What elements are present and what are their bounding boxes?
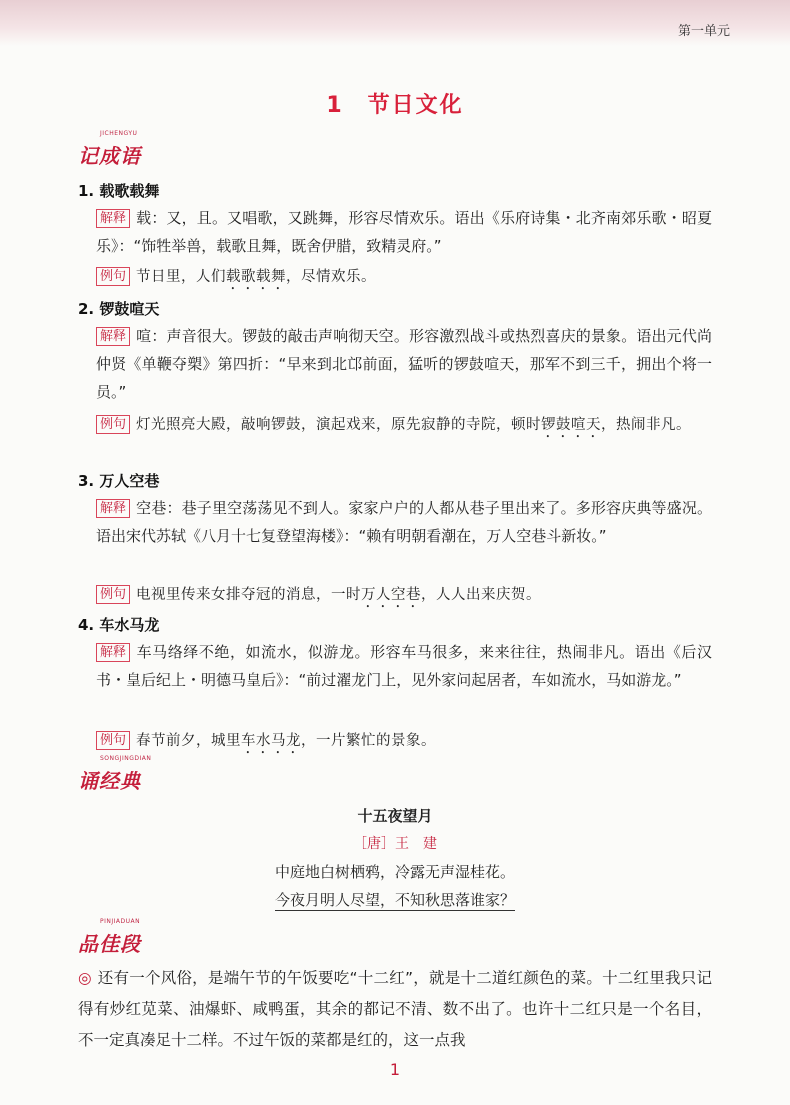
poem-line-underlined: 今夜月明人尽望，不知秋思落谁家？ [274,891,515,909]
explanation-text: 载：又，且。又唱歌，又跳舞，形容尽情欢乐。语出《乐府诗集・北齐南郊乐歌・昭夏乐》：“饰牲举兽，载歌且舞，既舍伊腊，致精灵府。” [96,209,712,255]
explain-tag: 解释 [96,209,130,228]
example-text-after: ，一片繁忙的景象。 [301,733,437,749]
section-pinyin: PINJIADUAN [100,918,141,925]
example-tag: 例句 [96,585,130,604]
idiom-example [96,580,712,611]
section-title: 品佳段 [78,932,141,956]
idiom-example [96,410,712,441]
example-text-after: ，人人出来庆贺。 [421,587,542,603]
example-idiom: 车水马龙 [241,733,302,749]
page-number: 1 [389,1060,401,1079]
poem-line [0,889,790,910]
section-passage-heading [78,918,141,957]
idiom-title: 2. 锣鼓喧天 [78,300,160,318]
explanation-text: 喧：声音很大。锣鼓的敲击声响彻天空。形容激烈战斗或热烈喜庆的景象。语出元代尚仲贤《单鞭夺槊》第四折：“早来到北邙前面，猛听的锣鼓喧天，那军不到三千，拥出个将一员。” [96,327,712,401]
example-tag: 例句 [96,267,130,286]
example-text-after: ，尽情欢乐。 [286,269,377,285]
idiom-explanation [96,204,712,260]
example-tag: 例句 [96,731,130,750]
example-text-before: 节日里，人们 [136,269,227,285]
example-text-before: 灯光照亮大殿，敲响锣鼓，演起戏来，原先寂静的寺院，顿时 [136,417,542,433]
poem-author: ［唐］王 建 [353,836,437,852]
section-classics-heading [78,755,152,794]
poem-title: 十五夜望月 [357,807,433,825]
section-title: 诵经典 [78,769,141,793]
explanation-text: 车马络绎不绝，如流水，似游龙。形容车马很多，来来往往，热闹非凡。语出《后汉书・皇后纪上・明德马皇后》：“前过濯龙门上，见外家问起居者，车如流水，马如游龙。” [96,643,712,689]
section-pinyin: SONGJINGDIAN [100,755,152,762]
header-band [0,0,790,46]
idiom-example [96,726,712,757]
section-title: 记成语 [78,144,141,168]
example-idiom: 载歌载舞 [226,269,287,285]
unit-label: 第一单元 [677,24,730,39]
example-idiom: 万人空巷 [361,587,422,603]
lesson-title: 1 节日文化 [326,93,464,118]
example-text-before: 春节前夕，城里 [136,733,242,749]
passage-paragraph [78,963,712,1056]
idiom-explanation [96,322,712,406]
example-text-before: 电视里传来女排夺冠的消息，一时 [136,587,362,603]
section-idioms-heading [78,130,141,169]
passage-text: 还有一个风俗，是端午节的午饭要吃“十二红”，就是十二道红颜色的菜。十二红里我只记得有炒红苋菜、油爆虾、咸鸭蛋，其余的都记不清、数不出了。也许十二红只是一个名目，不一定真凑足十二样。不过午饭的菜都是红的，这一点我 [78,969,712,1049]
idiom-title: 1. 载歌载舞 [78,182,160,200]
explain-tag: 解释 [96,643,130,662]
idiom-title: 3. 万人空巷 [78,472,160,490]
bullet-icon: ◎ [78,969,92,987]
example-tag: 例句 [96,415,130,434]
idiom-example [96,262,712,293]
poem-line: 中庭地白树栖鸦，冷露无声湿桂花。 [274,863,515,881]
idiom-explanation [96,638,712,694]
explanation-text: 空巷：巷子里空荡荡见不到人。家家户户的人都从巷子里出来了。多形容庆典等盛况。语出宋代苏轼《八月十七复登望海楼》：“赖有明朝看潮在，万人空巷斗新妆。” [96,499,712,545]
idiom-title: 4. 车水马龙 [78,616,160,634]
example-idiom: 锣鼓喧天 [541,417,602,433]
explain-tag: 解释 [96,327,130,346]
section-pinyin: JICHENGYU [100,130,138,137]
example-text-after: ，热闹非凡。 [601,417,692,433]
explain-tag: 解释 [96,499,130,518]
idiom-explanation [96,494,712,550]
